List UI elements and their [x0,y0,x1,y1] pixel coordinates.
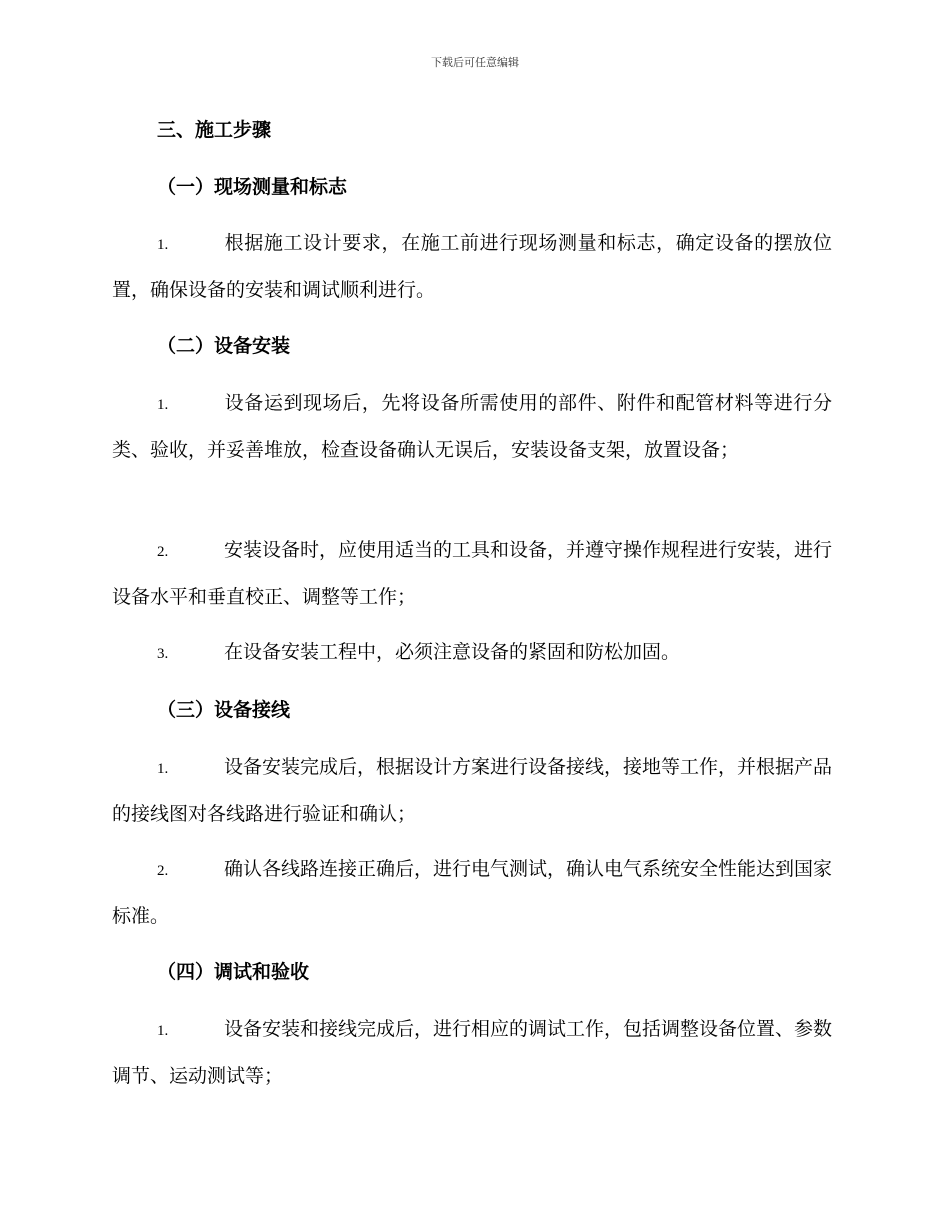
list-item [112,630,832,677]
item-number: 1. [157,397,169,413]
item-number: 2. [157,863,169,879]
subsection-heading-3: （三）设备接线 [157,699,291,721]
item-number: 1. [157,761,169,777]
list-item [112,745,832,837]
item-text: 根据施工设计要求，在施工前进行现场测量和标志，确定设备的摆放位置，确保设备的安装和调试顺利进行。 [112,232,832,301]
list-item [112,381,832,473]
item-text: 确认各线路连接正确后，进行电气测试，确认电气系统安全性能达到国家标准。 [112,858,833,927]
item-number: 3. [157,646,169,662]
subsection-heading-4: （四）调试和验收 [157,961,310,983]
item-number: 2. [157,544,169,560]
item-text: 在设备安装工程中，必须注意设备的紧固和防松加固。 [224,641,681,663]
list-item [112,847,832,939]
page-header: 下载后可任意编辑 [431,56,519,69]
list-item [112,528,832,620]
section-title: 三、施工步骤 [157,119,272,141]
list-item [112,221,832,313]
item-text: 设备运到现场后，先将设备所需使用的部件、附件和配管材料等进行分类、验收，并妥善堆放，检查设备确认无误后，安装设备支架，放置设备； [112,392,832,461]
item-number: 1. [157,237,169,253]
item-text: 设备安装完成后，根据设计方案进行设备接线，接地等工作，并根据产品的接线图对各线路进行验证和确认； [112,756,833,825]
subsection-heading-2: （二）设备安装 [157,335,291,357]
list-item [112,1007,832,1099]
item-number: 1. [157,1023,169,1039]
subsection-heading-1: （一）现场测量和标志 [157,176,348,198]
item-text: 设备安装和接线完成后，进行相应的调试工作，包括调整设备位置、参数调节、运动测试等； [112,1018,833,1087]
item-text: 安装设备时，应使用适当的工具和设备，并遵守操作规程进行安装，进行设备水平和垂直校正、调整等工作； [112,539,833,608]
